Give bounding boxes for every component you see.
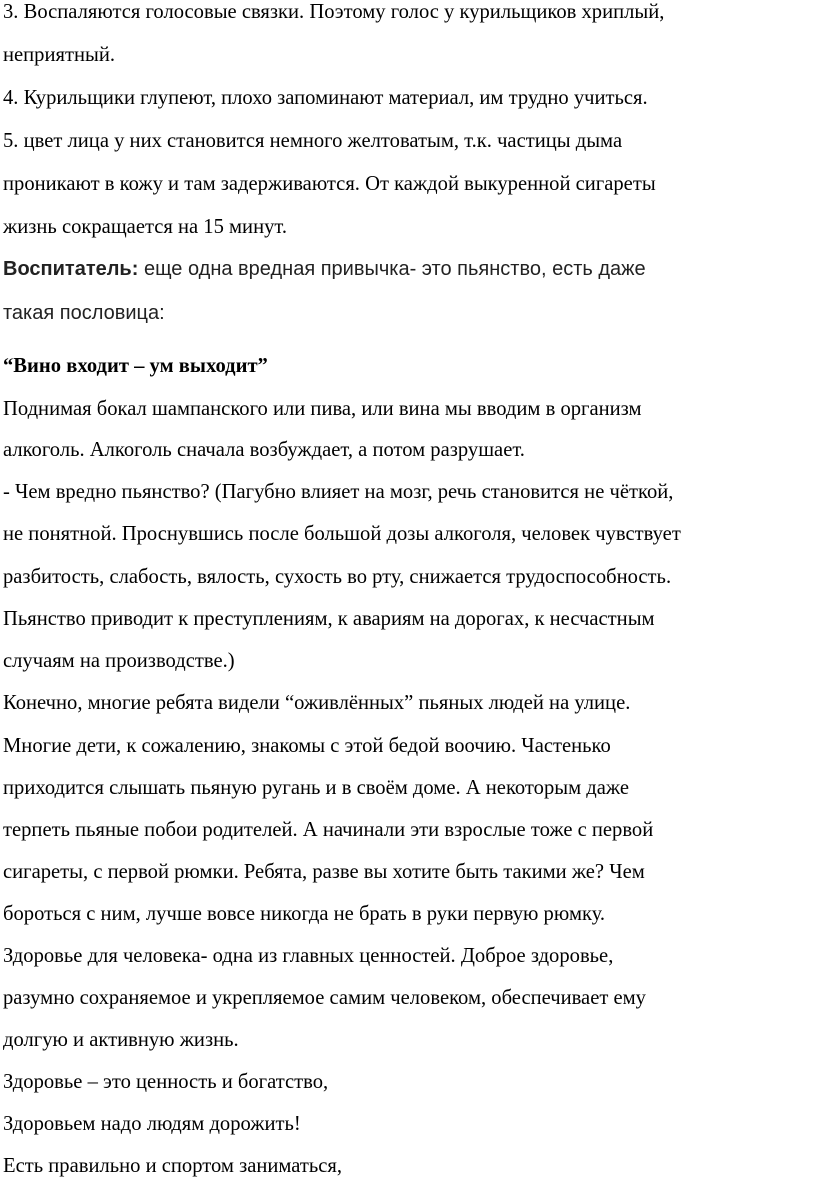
text-line: алкоголь. Алкоголь сначала возбуждает, а потом разрушает. [3,439,525,461]
speaker-line [3,257,646,281]
text-line: Здоровьем надо людям дорожить! [3,1113,301,1135]
speaker-text: еще одна вредная привычка- это пьянство, есть даже [138,258,646,280]
text-line: неприятный. [3,44,115,66]
speaker-text-continued: такая пословица: [3,302,165,324]
text-line: Конечно, многие ребята видели “оживлённых” пьяных людей на улице. [3,692,631,714]
text-line: приходится слышать пьяную ругань и в своём доме. А некоторым даже [3,777,629,799]
text-line: Здоровье – это ценность и богатство, [3,1071,329,1093]
text-line: Пьянство приводит к преступлениям, к авариям на дорогах, к несчастным [3,608,655,630]
text-line: Поднимая бокал шампанского или пива, или вина мы вводим в организм [3,398,642,420]
text-line: 4. Курильщики глупеют, плохо запоминают материал, им трудно учиться. [3,87,648,109]
text-line: жизнь сокращается на 15 минут. [3,216,287,238]
text-line: сигареты, с первой рюмки. Ребята, разве вы хотите быть такими же? Чем [3,861,645,883]
text-line: 3. Воспаляются голосовые связки. Поэтому голос у курильщиков хриплый, [3,1,665,23]
text-line: долгую и активную жизнь. [3,1029,239,1051]
speaker-label: Воспитатель: [3,258,139,280]
text-line: Многие дети, к сожалению, знакомы с этой бедой воочию. Частенько [3,735,611,757]
text-line: 5. цвет лица у них становится немного желтоватым, т.к. частицы дыма [3,130,623,152]
text-line: проникают в кожу и там задерживаются. От каждой выкуренной сигареты [3,173,656,195]
text-line: разбитость, слабость, вялость, сухость во рту, снижается трудоспособность. [3,566,672,588]
text-line: Есть правильно и спортом заниматься, [3,1155,343,1177]
proverb-heading: “Вино входит – ум выходит” [3,355,268,377]
text-line: разумно сохраняемое и укрепляемое самим человеком, обеспечивает ему [3,987,646,1009]
text-line: Здоровье для человека- одна из главных ценностей. Доброе здоровье, [3,945,614,967]
text-line: не понятной. Проснувшись после большой дозы алкоголя, человек чувствует [3,523,681,545]
text-line: - Чем вредно пьянство? (Пагубно влияет на мозг, речь становится не чёткой, [3,481,674,503]
text-line: случаям на производстве.) [3,650,235,672]
text-line: бороться с ним, лучше вовсе никогда не брать в руки первую рюмку. [3,903,606,925]
text-line: терпеть пьяные побои родителей. А начинали эти взрослые тоже с первой [3,819,654,841]
